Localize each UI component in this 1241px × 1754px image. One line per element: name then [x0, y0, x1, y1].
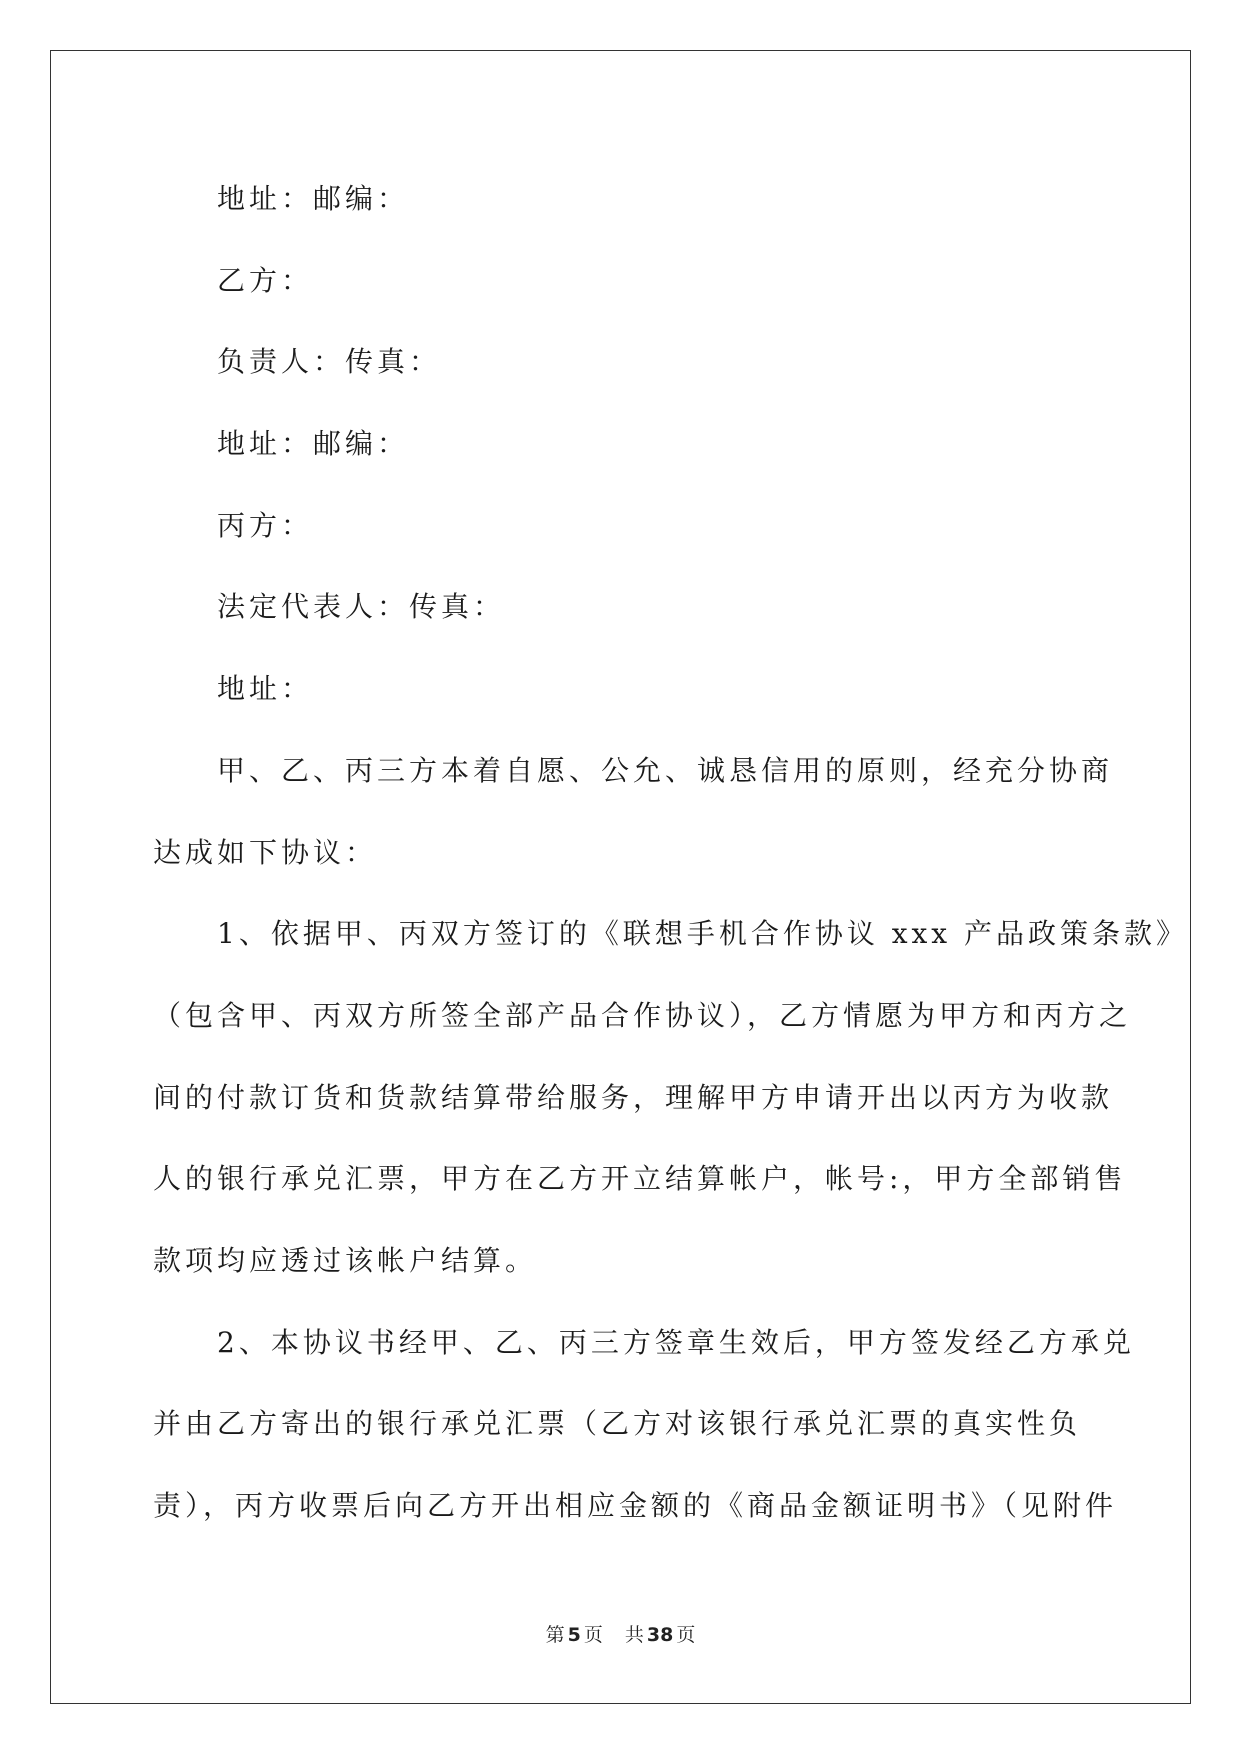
text-line: 地址：邮编：	[217, 182, 410, 215]
text-line: 2、本协议书经甲、乙、丙三方签章生效后，甲方签发经乙方承兑	[217, 1325, 1135, 1359]
text-line: （包含甲、丙双方所签全部产品合作协议），乙方情愿为甲方和丙方之	[153, 998, 1132, 1032]
text-line: 丙方：	[217, 508, 314, 542]
document-body	[153, 158, 1188, 1547]
text-line: 法定代表人：传真：	[217, 590, 506, 624]
text-line: 间的付款订货和货款结算带给服务，理解甲方申请开出以丙方为收款	[153, 1080, 1114, 1114]
text-line: 人的银行承兑汇票，甲方在乙方开立结算帐户，帐号:，甲方全部销售	[153, 1162, 1127, 1196]
total-pages: 38	[646, 1624, 674, 1646]
page-prefix: 第	[545, 1624, 565, 1646]
text-line: 负责人：传真：	[217, 345, 442, 379]
text-line: 地址：	[217, 672, 314, 706]
text-line: 乙方：	[217, 263, 314, 297]
total-suffix: 页	[676, 1624, 696, 1646]
text-line: 并由乙方寄出的银行承兑汇票（乙方对该银行承兑汇票的真实性负	[153, 1407, 1082, 1441]
text-line: 达成如下协议：	[153, 835, 378, 869]
page-suffix: 页	[583, 1624, 603, 1646]
text-line: 责），丙方收票后向乙方开出相应金额的《商品金额证明书》（见附件	[153, 1489, 1118, 1522]
page-footer	[0, 1620, 1241, 1647]
text-line: 甲、乙、丙三方本着自愿、公允、诚恳信用的原则，经充分协商	[217, 753, 1114, 787]
text-line: 地址：邮编：	[217, 427, 410, 461]
text-line: 款项均应透过该帐户结算。	[153, 1243, 538, 1277]
page-number: 5	[567, 1624, 581, 1646]
total-prefix: 共	[624, 1624, 644, 1646]
text-line: 1、依据甲、丙双方签订的《联想手机合作协议 xxx 产品政策条款》	[217, 917, 1188, 951]
